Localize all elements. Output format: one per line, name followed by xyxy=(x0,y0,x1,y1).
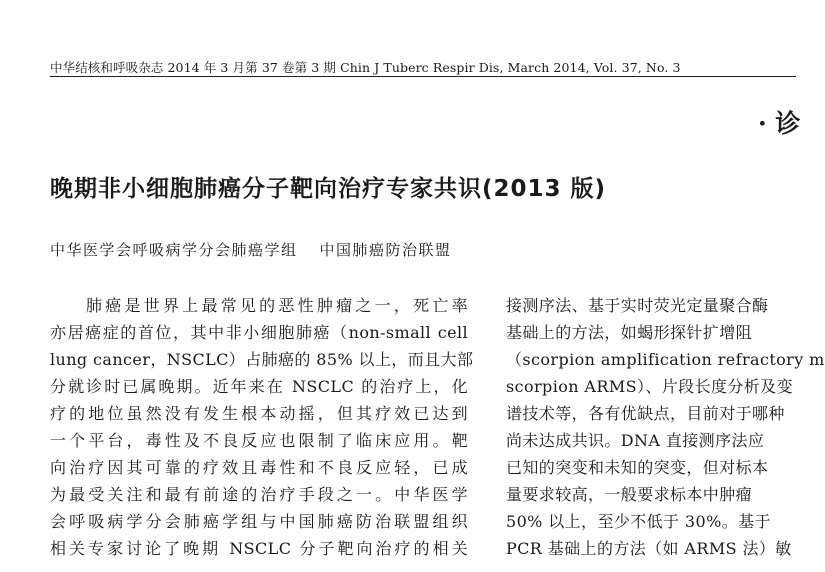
text-line: PCR 基础上的方法（如 ARMS 法）敏 xyxy=(506,539,792,558)
text-line: 肺癌是世界上最常见的恶性肿瘤之一，死亡率 xyxy=(86,296,468,315)
author-group-1: 中华医学会呼吸病学分会肺癌学组 xyxy=(50,241,298,259)
text-line: 向治疗因其可靠的疗效且毒性和不良反应轻，已成 xyxy=(50,458,468,477)
author-group-2: 中国肺癌防治联盟 xyxy=(319,241,452,259)
article-title: 晚期非小细胞肺癌分子靶向治疗专家共识(2013 版) xyxy=(50,176,607,202)
text-line: 尚未达成共识。DNA 直接测序法应 xyxy=(506,431,765,450)
text-line: 基础上的方法，如蝎形探针扩增阻 xyxy=(506,323,753,342)
text-line: 量要求较高，一般要求标本中肿瘤 xyxy=(506,485,753,504)
text-line: 50% 以上，至少不低于 30%。基于 xyxy=(506,512,771,531)
running-header: 中华结核和呼吸杂志 2014 年 3 月第 37 卷第 3 期 Chin J Tuberc Respir Dis, March 2014, Vol. 37, No. 3 xyxy=(50,60,681,75)
text-line: 分就诊时已属晚期。近年来在 NSCLC 的治疗上，化 xyxy=(50,377,468,396)
text-line: lung cancer，NSCLC）占肺癌的 85% 以上，而且大部 xyxy=(50,350,474,369)
header-rule xyxy=(50,76,796,77)
section-tag: · 诊 xyxy=(758,109,801,138)
text-line: 疗的地位虽然没有发生根本动摇，但其疗效已达到 xyxy=(50,404,468,423)
text-line: 接测序法、基于实时荧光定量聚合酶 xyxy=(506,296,769,315)
text-line: 已知的突变和未知的突变，但对标本 xyxy=(506,458,769,477)
author-line xyxy=(50,239,452,260)
body-right-column xyxy=(506,292,825,562)
text-line: 一个平台，毒性及不良反应也限制了临床应用。靶 xyxy=(50,431,468,450)
text-line: 为最受关注和最有前途的治疗手段之一。中华医学 xyxy=(50,485,468,504)
text-line: scorpion ARMS）、片段长度分析及变 xyxy=(506,377,793,396)
body-left-column xyxy=(50,292,474,562)
text-line: 相关专家讨论了晚期 NSCLC 分子靶向治疗的相关 xyxy=(50,539,468,558)
text-line: 会呼吸病学分会肺癌学组与中国肺癌防治联盟组织 xyxy=(50,512,468,531)
text-line: 谱技术等，各有优缺点，目前对于哪种 xyxy=(506,404,785,423)
text-line: 亦居癌症的首位，其中非小细胞肺癌（non-small cell xyxy=(50,323,468,342)
text-line: （scorpion amplification refractory m xyxy=(506,350,825,369)
